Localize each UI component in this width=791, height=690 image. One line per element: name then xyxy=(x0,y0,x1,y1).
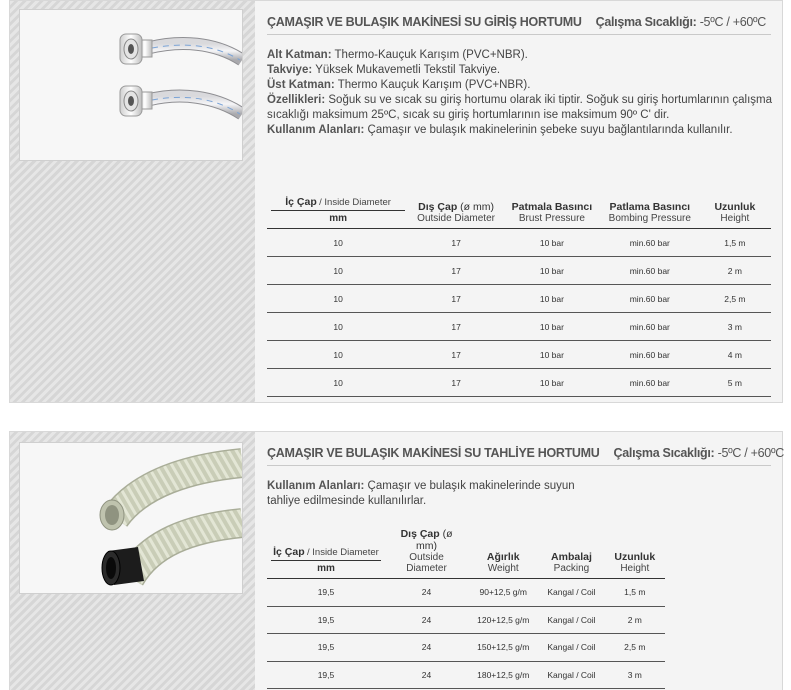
table-row: 10 17 10 bar min.60 bar 2,5 m xyxy=(267,285,771,313)
column-header-inner-diameter: İç Çap / Inside Diameter mm xyxy=(267,528,385,579)
column-header-outside-diameter: Dış Çap (ø mm) Outside Diameter xyxy=(400,528,453,574)
spec-item xyxy=(267,123,772,138)
table-row: 19,5 24 180+12,5 g/m Kangal / Coil 3 m xyxy=(267,661,665,689)
column-header-length: Uzunluk Height xyxy=(714,201,756,224)
spec-value: Çamaşır ve bulaşık makinelerinde suyun tahliye edilmesinde kullanılırlar. xyxy=(267,480,575,507)
column-header-weight: Ağırlık Weight xyxy=(486,551,520,574)
product-panel-drain-hose xyxy=(9,431,783,690)
temperature-label: Çalışma Sıcaklığı: xyxy=(595,15,697,29)
spec-label: Üst Katman: xyxy=(267,79,335,91)
table-row: 19,5 24 120+12,5 g/m Kangal / Coil 2 m xyxy=(267,606,665,634)
spec-table xyxy=(267,196,771,397)
product-title xyxy=(267,15,766,29)
spec-item xyxy=(267,63,772,78)
product-title-text: ÇAMAŞIR VE BULAŞIK MAKİNESİ SU GİRİŞ HORTUMU xyxy=(267,15,582,29)
spec-item xyxy=(267,479,587,509)
product-title xyxy=(267,446,784,460)
table-row: 19,5 24 150+12,5 g/m Kangal / Coil 2,5 m xyxy=(267,634,665,662)
spec-label: Kullanım Alanları: xyxy=(267,480,365,492)
spec-label: Kullanım Alanları: xyxy=(267,124,365,136)
title-divider xyxy=(267,465,771,466)
drain-hose-photo xyxy=(19,442,243,594)
table-row: 10 17 10 bar min.60 bar 3 m xyxy=(267,313,771,341)
spec-item xyxy=(267,78,772,93)
column-header-inner-diameter: İç Çap / Inside Diameter mm xyxy=(267,196,409,229)
column-header-packing: Ambalaj Packing xyxy=(551,551,592,574)
spec-value: Thermo-Kauçuk Karışım (PVC+NBR). xyxy=(334,49,528,61)
column-header-bombing-pressure: Patlama Basıncı Bombing Pressure xyxy=(608,201,691,224)
table-row: 10 17 10 bar min.60 bar 2 m xyxy=(267,257,771,285)
table-header-row xyxy=(267,528,665,579)
spec-item xyxy=(267,48,772,63)
inlet-hose-photo xyxy=(19,9,243,161)
spec-list xyxy=(267,48,772,138)
title-divider xyxy=(267,34,771,35)
image-column xyxy=(10,432,255,690)
table-row: 10 17 10 bar min.60 bar 5 m xyxy=(267,369,771,397)
column-header-length: Uzunluk Height xyxy=(614,551,656,574)
spec-value: Soğuk su ve sıcak su giriş hortumu olarak iki tiptir. Soğuk su giriş hortumlarının çalışma sıcaklığı maksimum 25ºC, sıcak su giriş hortumlarının ise maksimum 90º C' dir. xyxy=(267,94,772,121)
image-column xyxy=(10,1,255,402)
product-title-text: ÇAMAŞIR VE BULAŞIK MAKİNESİ SU TAHLİYE HORTUMU xyxy=(267,446,600,460)
table-row: 10 17 10 bar min.60 bar 4 m xyxy=(267,341,771,369)
product-content xyxy=(265,432,782,690)
spec-value: Çamaşır ve bulaşık makinelerinin şebeke suyu bağlantılarında kullanılır. xyxy=(367,124,733,136)
temperature-value: -5ºC / +60ºC xyxy=(699,15,767,29)
temperature-label: Çalışma Sıcaklığı: xyxy=(613,446,715,460)
temperature-value: -5ºC / +60ºC xyxy=(717,446,784,460)
column-header-outside-diameter: Dış Çap (ø mm) Outside Diameter xyxy=(417,201,495,224)
table-row: 10 17 10 bar min.60 bar 1,5 m xyxy=(267,229,771,257)
spec-item xyxy=(267,93,772,123)
product-content xyxy=(265,1,782,402)
spec-value: Thermo Kauçuk Karışım (PVC+NBR). xyxy=(337,79,531,91)
spec-value: Yüksek Mukavemetli Tekstil Takviye. xyxy=(315,64,501,76)
spec-label: Özellikleri: xyxy=(267,94,326,106)
table-header-row xyxy=(267,196,771,229)
table-row: 19,5 24 90+12,5 g/m Kangal / Coil 1,5 m xyxy=(267,579,665,607)
spec-label: Takviye: xyxy=(267,64,313,76)
product-panel-inlet-hose xyxy=(9,0,783,403)
spec-table xyxy=(267,528,665,689)
column-header-burst-pressure: Patmala Basıncı Brust Pressure xyxy=(511,201,593,224)
spec-label: Alt Katman: xyxy=(267,49,332,61)
spec-list xyxy=(267,479,587,509)
